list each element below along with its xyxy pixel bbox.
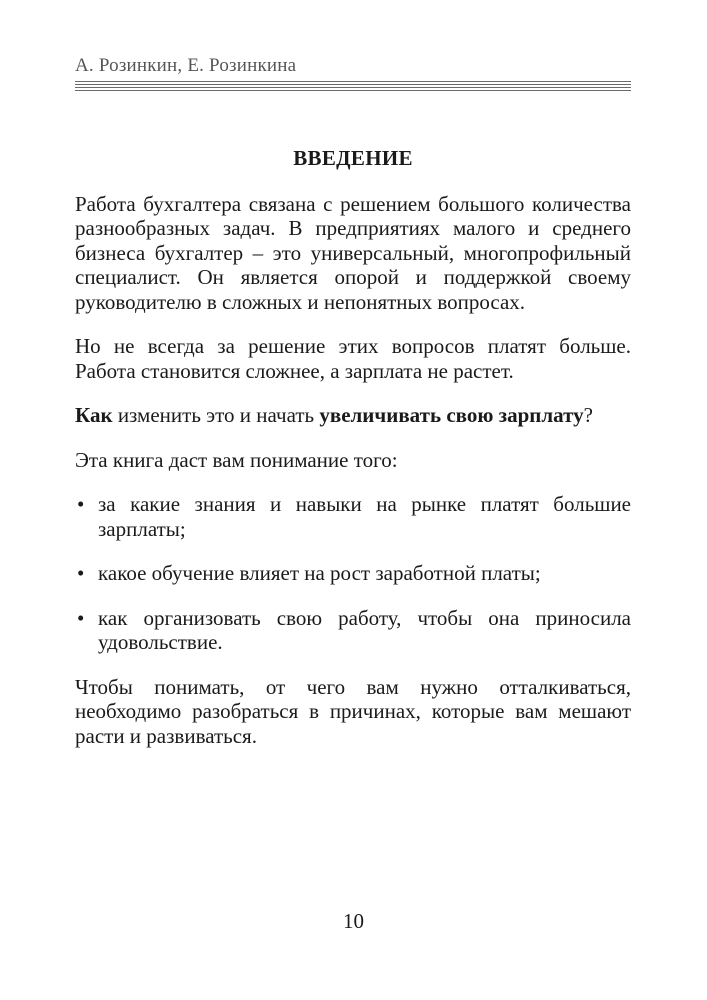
- bullet-icon: •: [77, 605, 85, 630]
- paragraph-question: [75, 403, 631, 428]
- chapter-title: ВВЕДЕНИЕ: [293, 146, 413, 170]
- paragraph-salary: Но не всегда за решение этих вопросов платят больше. Работа становится сложнее, а зарплата не растет.: [75, 334, 631, 383]
- header-rule-line: [75, 90, 631, 91]
- page-number: 10: [343, 909, 364, 933]
- list-item-text: за какие знания и навыки на рынке платят большие зарплаты;: [98, 492, 631, 541]
- header-rule-line: [75, 84, 631, 85]
- list-item: [75, 561, 631, 586]
- running-head: А. Розинкин, Е. Розинкина: [75, 55, 297, 76]
- bullet-list: [75, 492, 631, 655]
- header-rule-line: [75, 81, 631, 82]
- paragraph-conclusion: Чтобы понимать, от чего вам нужно отталкиваться, необходимо разобраться в причинах, которые вам мешают расти и развиваться.: [75, 674, 631, 748]
- paragraph-book-gives: Эта книга даст вам понимание того:: [75, 447, 398, 472]
- question-mark: ?: [583, 403, 593, 427]
- bullet-icon: •: [77, 492, 85, 516]
- list-item-text: какое обучение влияет на рост заработной платы;: [98, 561, 541, 585]
- page-body: [75, 146, 631, 768]
- question-text: изменить это и начать: [112, 403, 320, 427]
- list-item-text: как организовать свою работу, чтобы она приносила удовольствие.: [98, 605, 631, 654]
- list-item: [75, 492, 631, 541]
- header-rule-line: [75, 87, 631, 88]
- question-bold-phrase: увеличивать свою зарплату: [319, 403, 584, 427]
- list-item: [75, 606, 631, 655]
- bullet-icon: •: [77, 561, 85, 585]
- header-rule: [75, 81, 631, 93]
- paragraph-intro: Работа бухгалтера связана с решением большого количества разнообразных задач. В предприятиях малого и среднего бизнеса бухгалтер – это универсальный, многопрофильный специалист. Он является опорой и поддержкой своему руководителю в сложных и непонятных вопросах.: [75, 191, 631, 314]
- question-bold-word: Как: [75, 403, 113, 427]
